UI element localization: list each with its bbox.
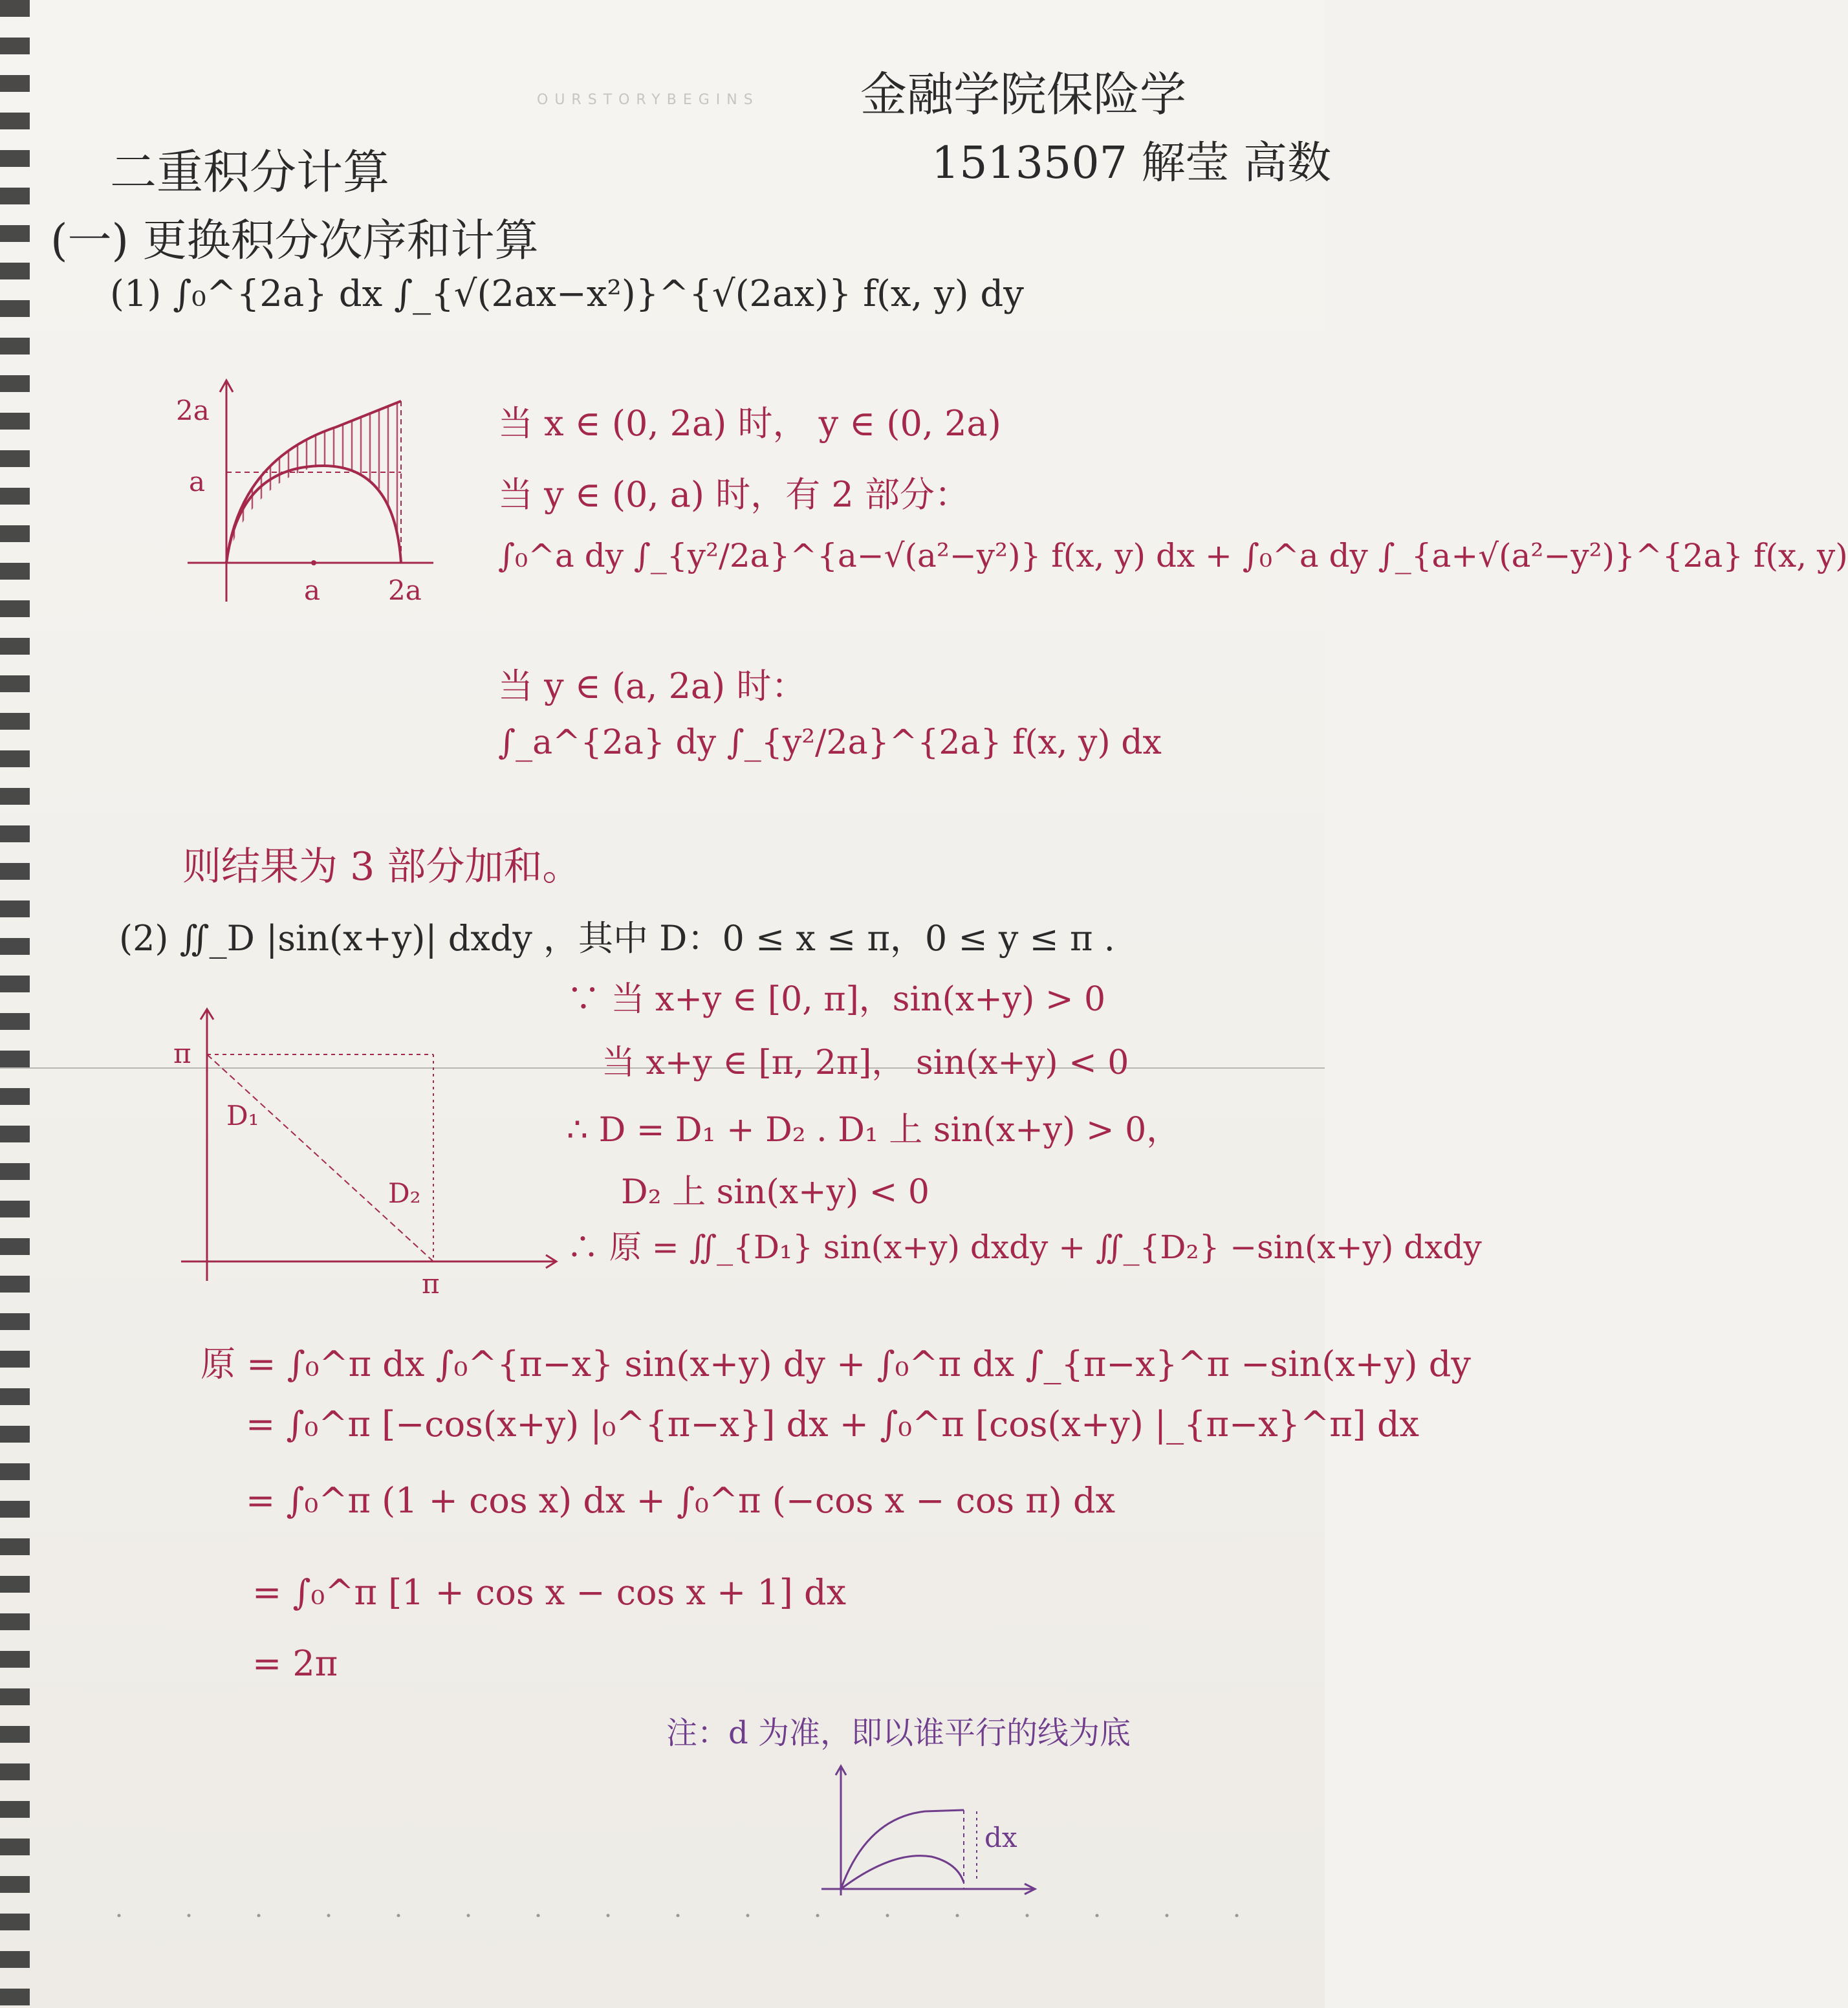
calc-line-3: = ∫₀^π (1 + cos x) dx + ∫₀^π (−cos x − cos π) dx [246,1480,1116,1521]
solution-line-2: 当 y ∈ (0, a) 时，有 2 部分： [498,474,970,515]
problem-1: (1) ∫₀^{2a} dx ∫_{√(2ax−x²)}^{√(2ax)} f(x, y) dy [110,273,1024,315]
notebook-brand: OURSTORYBEGINS [537,92,759,108]
spiral-binding [0,0,30,2008]
section-heading: (一) 更换积分次序和计算 [50,215,539,267]
note-text: 注：d 为准，即以谁平行的线为底 [666,1715,1131,1751]
graph2-label-pi-y: π [173,1038,191,1069]
reason-line-5: ∴ 原 = ∬_{D₁} sin(x+y) dxdy + ∬_{D₂} −sin(x+y) dxdy [567,1228,1482,1266]
header-school: 金融学院保险学 [860,67,1187,122]
reason-line-2: 当 x+y ∈ [π, 2π]， sin(x+y) < 0 [602,1043,1129,1082]
graph1-label-y-a: a [189,466,206,497]
graph1-label-y-2a: 2a [176,395,210,426]
x-a-tick [311,560,316,565]
graph2-label-d1: D₁ [226,1100,259,1131]
note-graph-label-dx: dx [984,1822,1017,1853]
lower-curve [841,1856,964,1889]
region-graph-2 [168,1003,569,1294]
header-student-id: 1513507 解莹 高数 [931,138,1332,189]
reason-line-1: ∵ 当 x+y ∈ [0, π]，sin(x+y) > 0 [567,980,1106,1019]
hatched-fill [226,401,401,563]
calc-line-5: = 2π [252,1643,338,1684]
diagonal [207,1054,433,1261]
graph2-label-d2: D₂ [388,1177,421,1209]
solution-line-1: 当 x ∈ (0, 2a) 时， y ∈ (0, 2a) [498,403,1001,444]
calc-line-4: = ∫₀^π [1 + cos x − cos x + 1] dx [252,1572,847,1613]
bottom-dot-row [84,1914,1300,1917]
reason-line-3: ∴ D = D₁ + D₂ . D₁ 上 sin(x+y) > 0， [567,1111,1180,1150]
calc-line-2: = ∫₀^π [−cos(x+y) |₀^{π−x}] dx + ∫₀^π [cos(x+y) |_{π−x}^π] dx [246,1404,1420,1445]
solution-line-4: 当 y ∈ (a, 2a) 时： [498,666,807,706]
reason-line-4: D₂ 上 sin(x+y) < 0 [621,1173,929,1212]
graph2-label-pi-x: π [422,1268,440,1300]
graph1-label-x-a: a [304,574,321,606]
calc-line-1: 原 = ∫₀^π dx ∫₀^{π−x} sin(x+y) dy + ∫₀^π dx ∫_{π−x}^π −sin(x+y) dy [201,1344,1471,1384]
problem-2: (2) ∬_D |sin(x+y)| dxdy ，其中 D：0 ≤ x ≤ π，0 ≤ y ≤ π . [119,918,1115,959]
solution-line-6: 则结果为 3 部分加和。 [182,844,582,889]
solution-line-3: ∫₀^a dy ∫_{y²/2a}^{a−√(a²−y²)} f(x, y) dx + ∫₀^a dy ∫_{a+√(a²−y²)}^{2a} f(x, y) [498,537,1848,574]
graph1-label-x-2a: 2a [388,574,422,606]
page-title: 二重积分计算 [110,145,390,199]
solution-line-5: ∫_a^{2a} dy ∫_{y²/2a}^{2a} f(x, y) dx [498,723,1162,762]
